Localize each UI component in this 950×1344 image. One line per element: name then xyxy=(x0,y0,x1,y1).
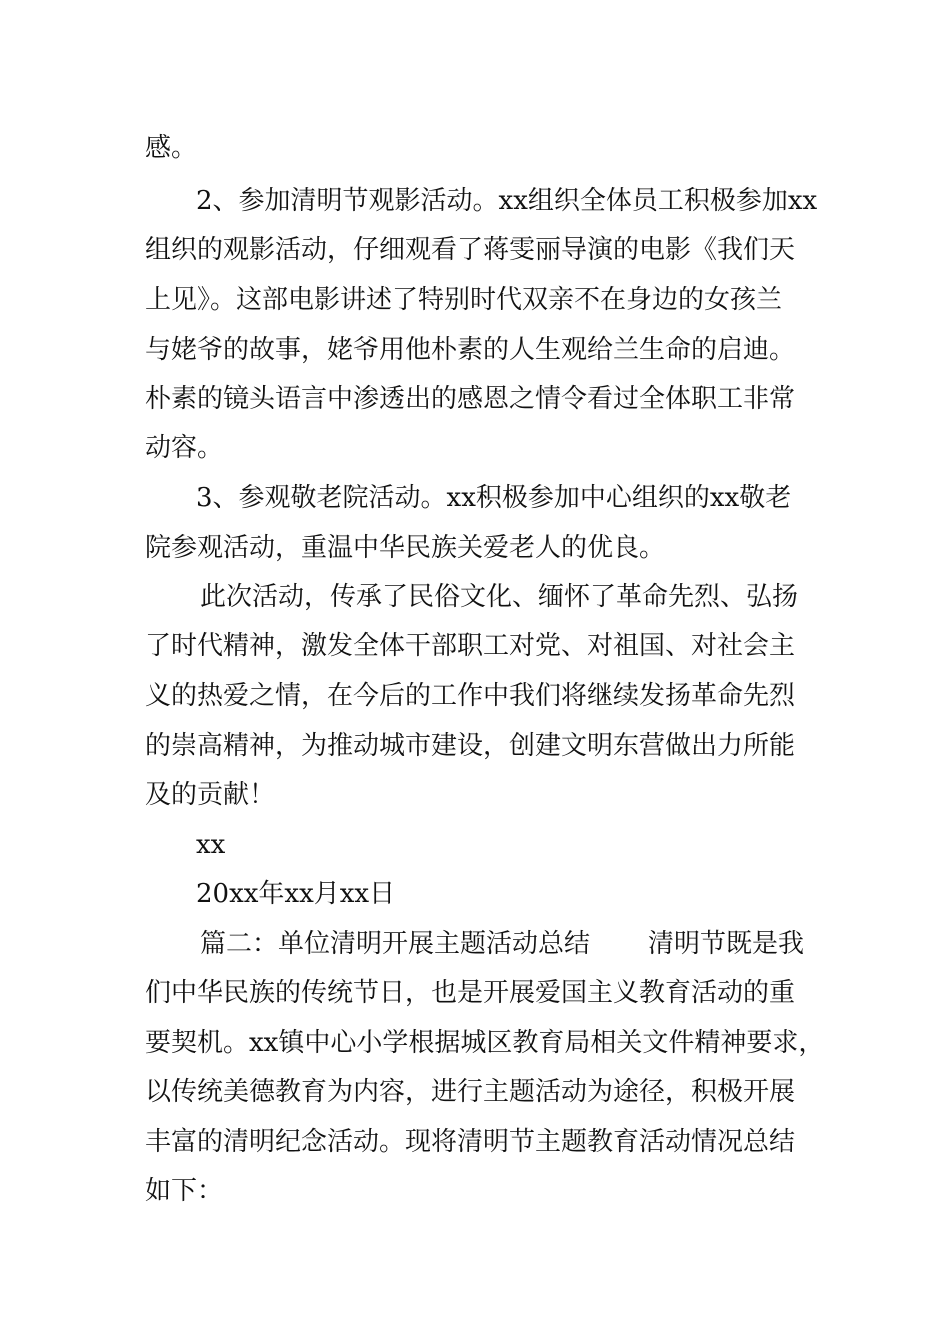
text-line: 了时代精神，激发全体干部职工对党、对祖国、对社会主 xyxy=(145,631,796,661)
text-line: 与姥爷的故事，姥爷用他朴素的人生观给兰生命的启迪。 xyxy=(145,335,796,365)
text-line: 义的热爱之情，在今后的工作中我们将继续发扬革命先烈 xyxy=(145,681,796,711)
signature-org: xx xyxy=(196,830,226,860)
section-title: 篇二：单位清明开展主题活动总结 xyxy=(200,929,591,959)
signature-date: 20xx年xx月xx日 xyxy=(196,879,396,909)
text-line: 们中华民族的传统节日，也是开展爱国主义教育活动的重 xyxy=(145,978,796,1008)
text-line: 感。 xyxy=(145,133,198,163)
text-line: 及的贡献！ xyxy=(145,780,276,810)
text-line: 以传统美德教育为内容，进行主题活动为途径，积极开展 xyxy=(145,1077,796,1107)
text-line: 此次活动，传承了民俗文化、缅怀了革命先烈、弘扬 xyxy=(200,582,799,612)
text-line: 的崇高精神，为推动城市建设，创建文明东营做出力所能 xyxy=(145,731,796,761)
section-lead: 清明节既是我 xyxy=(648,929,805,959)
text-line: 要契机。xx镇中心小学根据城区教育局相关文件精神要求， xyxy=(145,1028,825,1058)
text-line: 如下： xyxy=(145,1176,224,1206)
section-heading-line xyxy=(200,927,826,961)
text-line: 组织的观影活动，仔细观看了蒋雯丽导演的电影《我们天 xyxy=(145,235,796,265)
text-line: 院参观活动，重温中华民族关爱老人的优良。 xyxy=(145,533,666,563)
text-line: 丰富的清明纪念活动。现将清明节主题教育活动情况总结 xyxy=(145,1127,796,1157)
text-line: 朴素的镜头语言中渗透出的感恩之情令看过全体职工非常 xyxy=(145,384,796,414)
text-line: 2、参加清明节观影活动。xx组织全体员工积极参加xx xyxy=(196,186,818,216)
text-line: 动容。 xyxy=(145,433,224,463)
text-line: 上见》。这部电影讲述了特别时代双亲不在身边的女孩兰 xyxy=(145,285,783,315)
text-line: 3、参观敬老院活动。xx积极参加中心组织的xx敬老 xyxy=(196,483,792,513)
